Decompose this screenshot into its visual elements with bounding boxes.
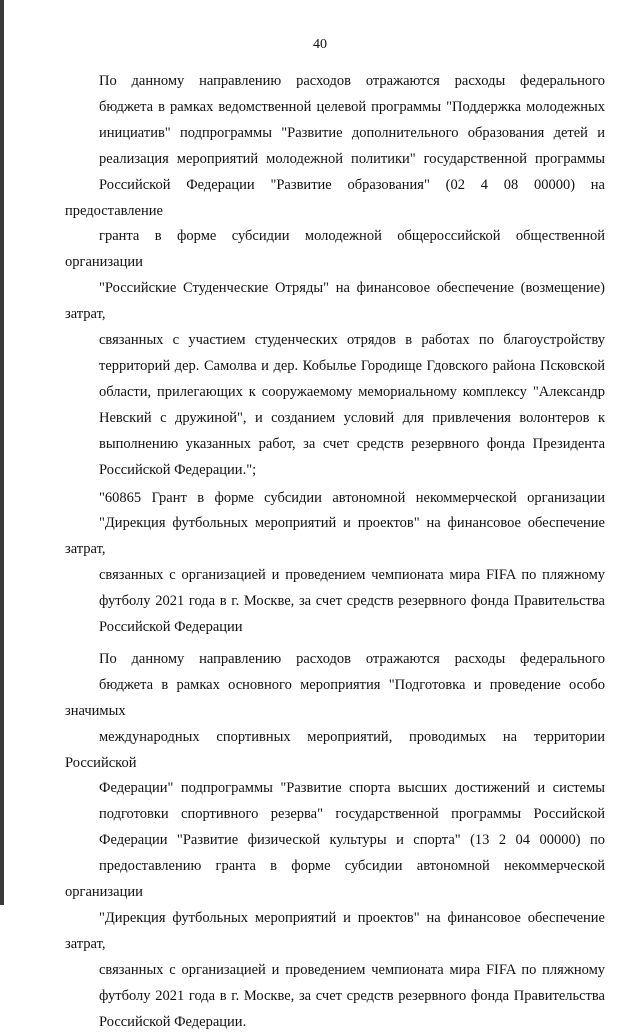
text-line: По данному направлению расходов отражаются расходы федерального <box>99 650 605 667</box>
text-line: Российской Федерации. <box>99 1013 247 1030</box>
text-line: "Дирекция футбольных мероприятий и проектов" на финансовое обеспечение затрат, <box>65 910 605 952</box>
text-line: "60865 Грант в форме субсидии автономной некоммерческой организации <box>99 489 605 506</box>
text-line: По данному направлению расходов отражаются расходы федерального <box>99 73 605 89</box>
paragraph-1 <box>65 69 605 484</box>
text-line: Российской Федерации."; <box>99 461 257 478</box>
scan-edge <box>0 0 4 905</box>
text-line: бюджета в рамках основного мероприятия "Подготовка и проведение особо значимых <box>65 676 605 719</box>
text-line: выполнению указанных работ, за счет средств резервного фонда Президента <box>99 435 605 452</box>
text-line: гранта в форме субсидии молодежной общероссийской общественной организации <box>65 228 605 271</box>
paragraph-2 <box>65 486 605 641</box>
text-line: области, прилегающих к сооружаемому мемориальному комплексу "Александр <box>99 383 605 400</box>
text-line: инициатив" подпрограммы "Развитие дополнительного образования детей и <box>99 124 605 141</box>
text-line: футболу 2021 года в г. Москве, за счет средств резервного фонда Правительства <box>99 987 605 1004</box>
text-line: подготовки спортивного резерва" государственной программы Российской <box>99 806 605 823</box>
paragraph-3 <box>65 647 605 1036</box>
text-line: Федерации "Развитие физической культуры и спорта" (13 2 04 00000) по <box>99 832 605 849</box>
text-line: Федерации" подпрограммы "Развитие спорта высших достижений и системы <box>99 780 605 797</box>
document-body <box>65 69 605 1036</box>
text-line: Невский с дружиной", и созданием условий для привлечения волонтеров к <box>99 409 605 426</box>
page-number: 40 <box>313 37 327 52</box>
text-line: Российской Федерации "Развитие образования" (02 4 08 00000) на предоставление <box>65 176 605 219</box>
text-line: футболу 2021 года в г. Москве, за счет средств резервного фонда Правительства <box>99 593 605 610</box>
text-line: бюджета в рамках ведомственной целевой программы "Поддержка молодежных <box>99 98 605 115</box>
text-line: связанных с организацией и проведением чемпионата мира FIFA по пляжному <box>99 961 605 978</box>
text-line: "Российские Студенческие Отряды" на финансовое обеспечение (возмещение) затрат, <box>65 280 605 323</box>
text-line: "Дирекция футбольных мероприятий и проектов" на финансовое обеспечение затрат, <box>65 515 605 558</box>
text-line: территорий дер. Самолва и дер. Кобылье Городище Гдовского района Псковской <box>99 357 605 374</box>
text-line: связанных с организацией и проведением чемпионата мира FIFA по пляжному <box>99 567 605 584</box>
text-line: международных спортивных мероприятий, проводимых на территории Российской <box>65 728 605 771</box>
text-line: предоставлению гранта в форме субсидии автономной некоммерческой организации <box>65 858 605 901</box>
text-line: связанных с участием студенческих отрядов в работах по благоустройству <box>99 332 605 349</box>
text-line: Российской Федерации <box>99 619 243 636</box>
text-line: реализация мероприятий молодежной политики" государственной программы <box>99 150 605 167</box>
